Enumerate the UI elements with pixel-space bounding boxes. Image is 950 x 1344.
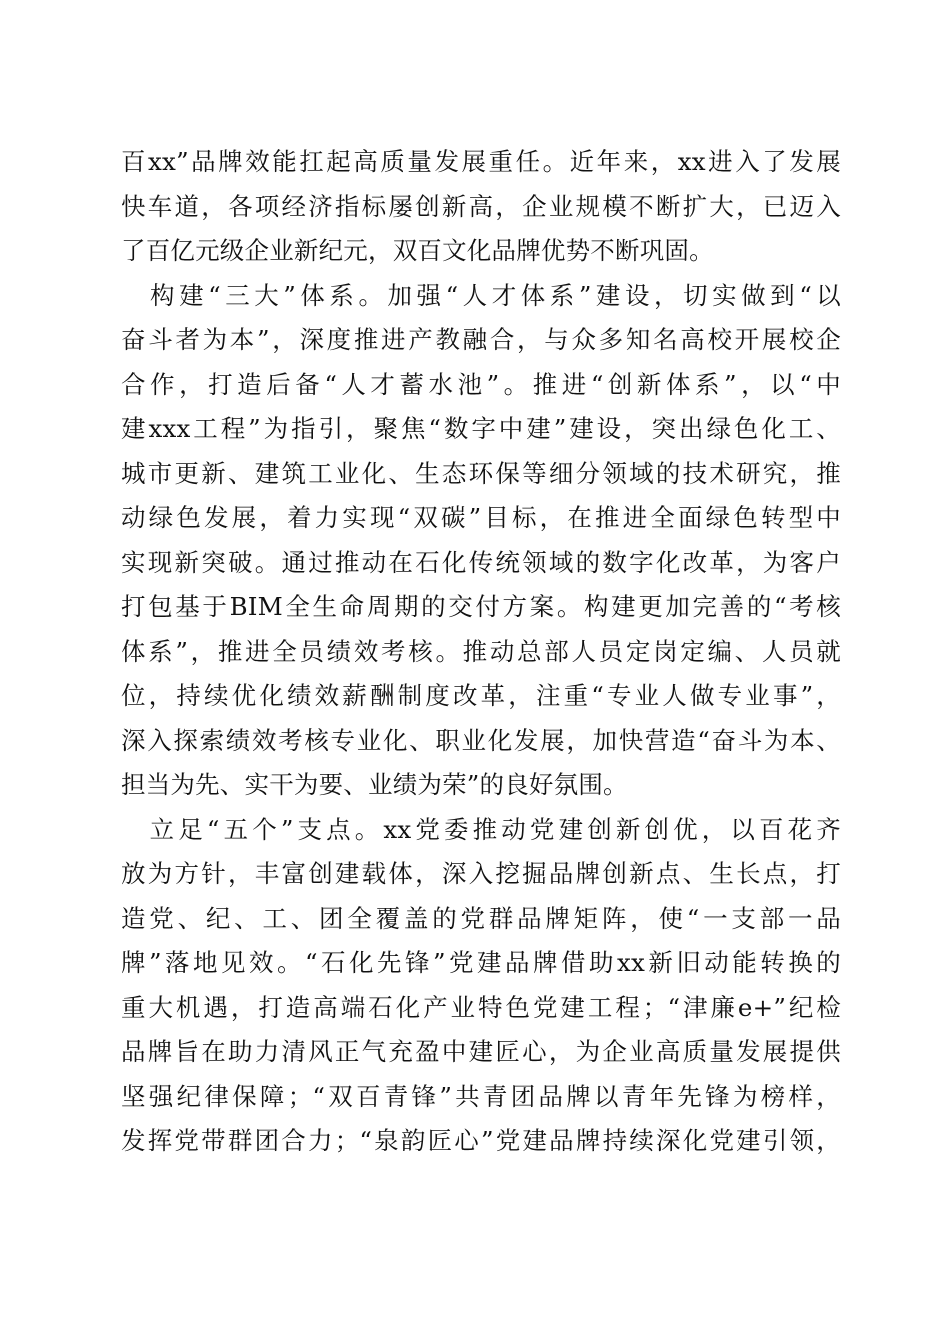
text-line: 快车道，各项经济指标屡创新高，企业规模不断扩大，已迈入 bbox=[121, 191, 841, 221]
text-line: 体系”，推进全员绩效考核。推动总部人员定岗定编、人员就 bbox=[121, 636, 841, 666]
text-line: 坚强纪律保障；“双百青锋”共青团品牌以青年先锋为榜样， bbox=[121, 1081, 841, 1111]
text-line: 位，持续优化绩效薪酬制度改革，注重“专业人做专业事”， bbox=[121, 681, 841, 710]
body-text bbox=[121, 140, 841, 1164]
text-line: 了百亿元级企业新纪元，双百文化品牌优势不断巩固。 bbox=[121, 236, 714, 265]
text-line: 造党、纪、工、团全覆盖的党群品牌矩阵，使“一支部一品 bbox=[121, 903, 841, 933]
text-line: 放为方针，丰富创建载体，深入挖掘品牌创新点、生长点，打 bbox=[121, 859, 841, 888]
text-line: 担当为先、实干为要、业绩为荣”的良好氛围。 bbox=[121, 770, 628, 799]
text-line: 动绿色发展，着力实现“双碳”目标，在推进全面绿色转型中 bbox=[121, 503, 841, 532]
text-line: 牌”落地见效。“石化先锋”党建品牌借助xx新旧动能转换的 bbox=[121, 948, 841, 977]
text-line: 实现新突破。通过推动在石化传统领域的数字化改革，为客户 bbox=[121, 547, 841, 577]
text-line: 重大机遇，打造高端石化产业特色党建工程；“津廉e+”纪检 bbox=[121, 992, 841, 1022]
text-line: 打包基于BIM全生命周期的交付方案。构建更加完善的“考核 bbox=[121, 592, 841, 621]
text-line: 建xxx工程”为指引，聚焦“数字中建”建设，突出绿色化工、 bbox=[121, 414, 841, 443]
text-line: 城市更新、建筑工业化、生态环保等细分领域的技术研究，推 bbox=[121, 458, 841, 488]
paragraph-heading-line: 构建“三大”体系。加强“人才体系”建设，切实做到“以 bbox=[121, 280, 841, 310]
paragraph-heading-line: 立足“五个”支点。xx党委推动党建创新创优，以百花齐 bbox=[121, 814, 841, 844]
text-line: 合作，打造后备“人才蓄水池”。推进“创新体系”，以“中 bbox=[121, 369, 841, 399]
text-line: 发挥党带群团合力；“泉韵匠心”党建品牌持续深化党建引领， bbox=[121, 1126, 841, 1155]
text-line: 百xx”品牌效能扛起高质量发展重任。近年来，xx进入了发展 bbox=[121, 147, 841, 176]
text-line: 奋斗者为本”，深度推进产教融合，与众多知名高校开展校企 bbox=[121, 325, 841, 354]
text-line: 品牌旨在助力清风正气充盈中建匠心，为企业高质量发展提供 bbox=[121, 1037, 841, 1066]
text-line: 深入探索绩效考核专业化、职业化发展，加快营造“奋斗为本、 bbox=[121, 725, 841, 755]
